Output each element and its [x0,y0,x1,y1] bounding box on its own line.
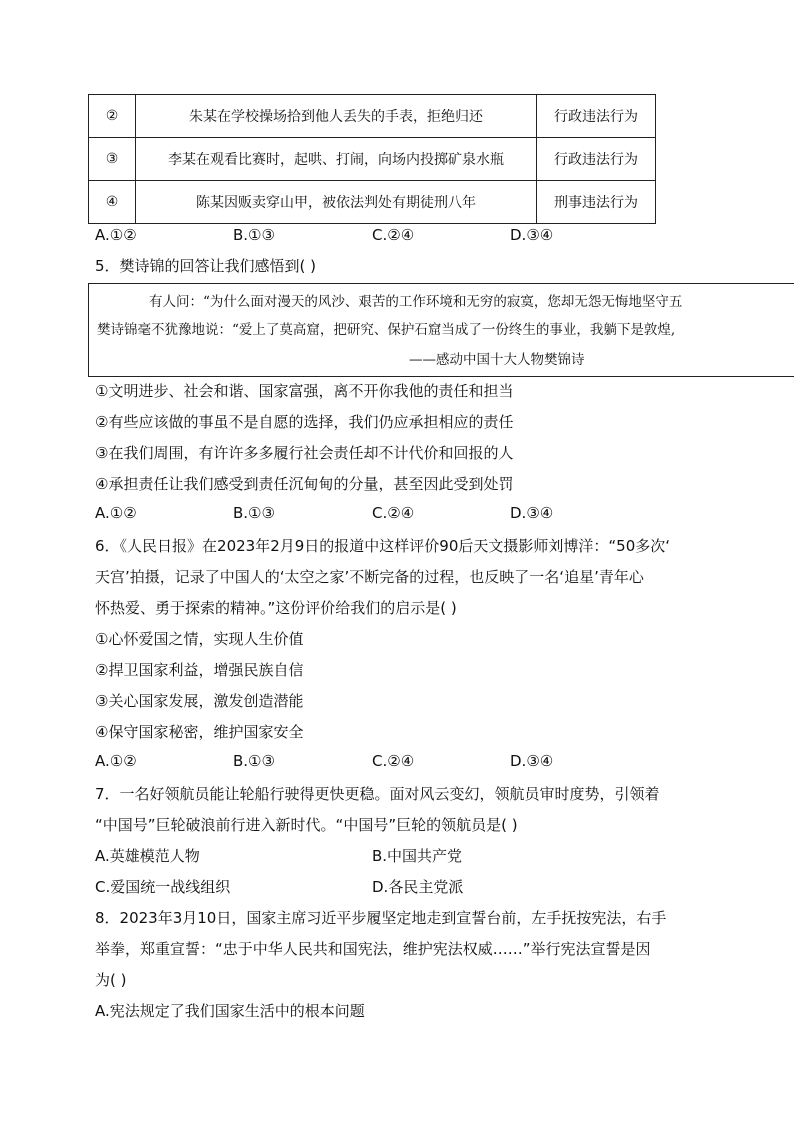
quote-source: ——感动中国十大人物樊锦诗 [409,352,585,368]
option-a[interactable]: A.①② [95,226,137,244]
statement-item: ②捍卫国家利益，增强民族自信 [95,661,304,679]
option-b[interactable]: B.①③ [233,504,275,522]
quote-text: 有人问：“为什么面对漫天的风沙、艰苦的工作环境和无穷的寂寞，您却无怨无悔地坚守五 [149,294,683,310]
case-number: ③ [89,138,136,181]
option-d[interactable]: D.各民主党派 [372,878,464,896]
question-stem: 怀热爱、勇于探索的精神。”这份评价给我们的启示是( ) [95,599,457,617]
option-c[interactable]: C.爱国统一战线组织 [95,878,231,896]
statement-item: ④保守国家秘密，维护国家安全 [95,723,304,741]
case-type: 刑事违法行为 [537,181,656,224]
case-description: 李某在观看比赛时，起哄、打闹，向场内投掷矿泉水瓶 [136,138,537,181]
question-stem: 天宫’拍摄，记录了中国人的‘太空之家’不断完备的过程，也反映了一名‘追星’青年心 [95,568,644,586]
statement-item: ③关心国家发展，激发创造潜能 [95,692,304,710]
case-number: ④ [89,181,136,224]
option-b[interactable]: B.①③ [233,226,275,244]
table-row [89,138,656,181]
statement-item: ①文明进步、社会和谐、国家富强，离不开你我他的责任和担当 [95,382,514,400]
question-stem: 5．樊诗锦的回答让我们感悟到( ) [95,257,317,275]
option-c[interactable]: C.②④ [372,226,415,244]
question-stem: “中国号”巨轮破浪前行进入新时代。“中国号”巨轮的领航员是( ) [95,816,518,834]
statement-item: ①心怀爱国之情，实现人生价值 [95,630,304,648]
cases-table [88,94,656,224]
quote-text: 樊诗锦毫不犹豫地说：“爱上了莫高窟，把研究、保护石窟当成了一份终生的事业，我躺下是敦煌, [97,322,676,338]
case-number: ② [89,95,136,138]
option-d[interactable]: D.③④ [510,226,554,244]
case-type: 行政违法行为 [537,95,656,138]
option-a[interactable]: A.英雄模范人物 [95,847,200,865]
table-row [89,181,656,224]
case-type: 行政违法行为 [537,138,656,181]
statement-item: ③在我们周围，有许许多多履行社会责任却不计代价和回报的人 [95,444,514,462]
statement-item: ④承担责任让我们感受到责任沉甸甸的分量，甚至因此受到处罚 [95,475,514,493]
option-c[interactable]: C.②④ [372,504,415,522]
question-stem: 6．《人民日报》在2023年2月9日的报道中这样评价90后天文摄影师刘博洋：“50多次‘ [95,537,671,555]
option-c[interactable]: C.②④ [372,752,415,770]
question-stem: 为( ) [95,971,127,989]
option-a[interactable]: A.宪法规定了我们国家生活中的根本问题 [95,1002,365,1020]
option-b[interactable]: B.①③ [233,752,275,770]
question-stem: 7．一名好领航员能让轮船行驶得更快更稳。面对风云变幻，领航员审时度势，引领着 [95,785,660,803]
option-a[interactable]: A.①② [95,752,137,770]
quote-box [88,283,794,377]
table-row [89,95,656,138]
statement-item: ②有些应该做的事虽不是自愿的选择，我们仍应承担相应的责任 [95,413,514,431]
option-d[interactable]: D.③④ [510,504,554,522]
option-d[interactable]: D.③④ [510,752,554,770]
question-stem: 举拳，郑重宣誓：“忠于中华人民共和国宪法，维护宪法权威……”举行宪法宣誓是因 [95,940,651,958]
case-description: 朱某在学校操场拾到他人丢失的手表，拒绝归还 [136,95,537,138]
case-description: 陈某因贩卖穿山甲，被依法判处有期徒刑八年 [136,181,537,224]
question-stem: 8．2023年3月10日，国家主席习近平步履坚定地走到宣誓台前，左手抚按宪法，右手 [95,909,667,927]
option-b[interactable]: B.中国共产党 [372,847,463,865]
option-a[interactable]: A.①② [95,504,137,522]
